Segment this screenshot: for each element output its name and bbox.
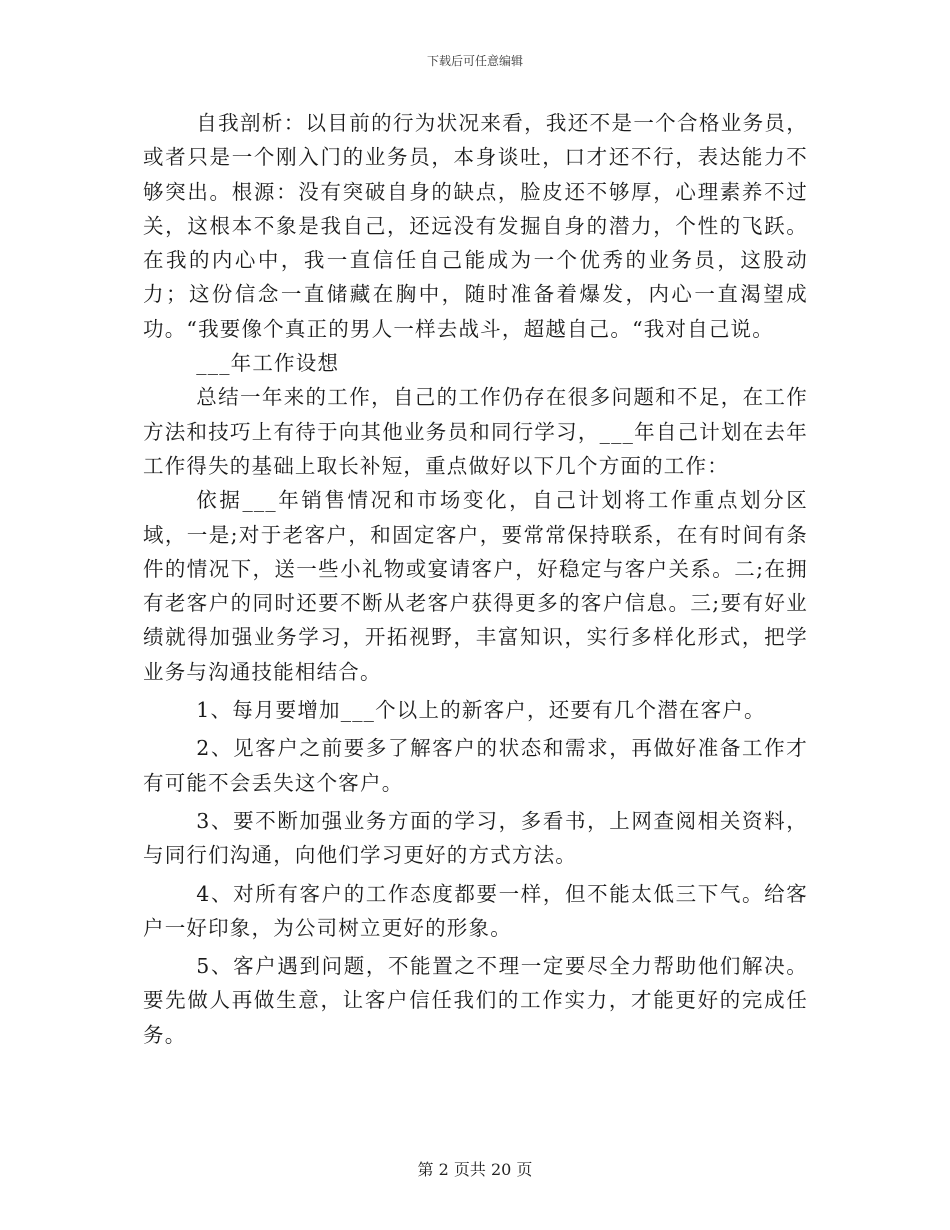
document-body bbox=[143, 106, 808, 1052]
list-item-4: 4、对所有客户的工作态度都要一样，但不能太低三下气。给客户一好印象，为公司树立更好的形象。 bbox=[143, 881, 808, 940]
paragraph-self-analysis: 自我剖析：以目前的行为状况来看，我还不是一个合格业务员，或者只是一个刚入门的业务员，本身谈吐，口才还不行，表达能力不够突出。根源：没有突破自身的缺点，脸皮还不够厚，心理素养不过关，这根本不象是我自己，还远没有发掘自身的潜力，个性的飞跃。在我的内心中，我一直信任自己能成为一个优秀的业务员，这股动力；这份信念一直储藏在胸中，随时准备着爆发，内心一直渴望成功。“我要像个真正的男人一样去战斗，超越自己。“我对自己说。 bbox=[143, 111, 808, 341]
list-item-5: 5、客户遇到问题，不能置之不理一定要尽全力帮助他们解决。要先做人再做生意，让客户信任我们的工作实力，才能更好的完成任务。 bbox=[143, 954, 808, 1047]
section-heading-work-plan: ___年工作设想 bbox=[196, 351, 340, 376]
page-footer: 第 2 页共 20 页 bbox=[417, 1160, 533, 1179]
paragraph-summary: 总结一年来的工作，自己的工作仍存在很多问题和不足，在工作方法和技巧上有待于向其他业务员和同行学习，___年自己计划在去年工作得失的基础上取长补短，重点做好以下几个方面的工作： bbox=[143, 385, 808, 478]
list-item-3: 3、要不断加强业务方面的学习，多看书，上网查阅相关资料，与同行们沟通，向他们学习更好的方式方法。 bbox=[143, 808, 808, 868]
list-item-1: 1、每月要增加___个以上的新客户，还要有几个潜在客户。 bbox=[196, 698, 766, 723]
list-item-2: 2、见客户之前要多了解客户的状态和需求，再做好准备工作才有可能不会丢失这个客户。 bbox=[143, 736, 808, 795]
page-header: 下载后可任意编辑 bbox=[426, 54, 523, 68]
paragraph-plan-regions: 依据___年销售情况和市场变化，自己计划将工作重点划分区域，一是;对于老客户，和固定客户，要常常保持联系，在有时间有条件的情况下，送一些小礼物或宴请客户，好稳定与客户关系。二;在拥有老客户的同时还要不断从老客户获得更多的客户信息。三;要有好业绩就得加强业务学习，开拓视野，丰富知识，实行多样化形式，把学业务与沟通技能相结合。 bbox=[143, 488, 808, 684]
